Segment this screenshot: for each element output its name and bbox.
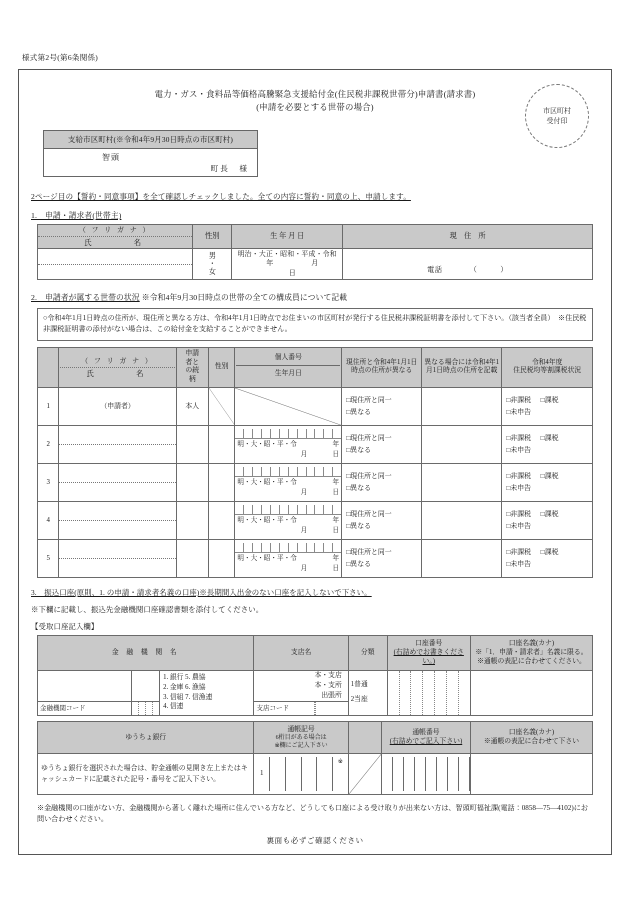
checkbox-undeclared[interactable]: □未申告 xyxy=(506,484,532,492)
member-era-options[interactable]: 明・大・昭・平・令 年 xyxy=(237,555,340,563)
table-header-row xyxy=(38,636,593,671)
member-prev-address-cell[interactable] xyxy=(422,388,502,426)
checkbox-taxable[interactable]: □課税 xyxy=(540,473,559,481)
member-furigana-input[interactable] xyxy=(59,547,175,559)
checkbox-taxable[interactable]: □課税 xyxy=(540,549,559,557)
member-prev-address-cell[interactable] xyxy=(422,464,502,502)
member-name-cell[interactable] xyxy=(59,464,176,502)
table-row xyxy=(38,426,593,464)
member-relation-cell: 本人 xyxy=(176,388,208,426)
checkbox-different-address[interactable]: □異なる xyxy=(346,408,371,416)
mynumber-boxes[interactable] xyxy=(235,467,341,477)
checkbox-undeclared[interactable]: □未申告 xyxy=(506,560,532,568)
passbook-number-cell[interactable] xyxy=(382,753,471,794)
applicant-era-options[interactable]: 明治・大正・昭和・平成・令和 xyxy=(237,250,337,258)
member-gender-cell[interactable] xyxy=(208,540,235,578)
member-name-cell: （申請者） xyxy=(59,388,176,426)
checkbox-same-address[interactable]: □現住所と同一 xyxy=(346,397,392,405)
member-diff-address-cell[interactable] xyxy=(342,426,422,464)
account-number-cell[interactable] xyxy=(387,670,470,715)
checkbox-same-address[interactable]: □現住所と同一 xyxy=(346,511,392,519)
mynumber-boxes[interactable] xyxy=(235,505,341,515)
checkbox-undeclared[interactable]: □未申告 xyxy=(506,408,532,416)
member-relation-cell[interactable] xyxy=(176,540,208,578)
checkbox-taxable[interactable]: □課税 xyxy=(540,511,559,519)
applicant-furigana-input[interactable] xyxy=(38,253,192,265)
tax-status-line1[interactable] xyxy=(506,471,592,482)
section2-heading xyxy=(31,292,601,303)
branch-code-label: 支店コード xyxy=(256,704,289,712)
col-prev-address: 異なる場合には令和4年1月1日時点の住所を記載 xyxy=(422,347,502,387)
branch-cell[interactable] xyxy=(254,670,348,715)
member-furigana-label: （ フ リ ガ ナ ） xyxy=(60,356,174,368)
account-number-note: (右詰めでお書きください。) xyxy=(393,649,464,666)
col-account-type: 分類 xyxy=(348,636,387,671)
member-gender-cell[interactable] xyxy=(208,426,235,464)
checkbox-different-address[interactable]: □異なる xyxy=(346,522,371,530)
account-number-label: 口座番号 xyxy=(415,640,443,648)
member-relation-cell[interactable] xyxy=(176,464,208,502)
col-no xyxy=(38,347,59,387)
col-relation: 申請 者と の続 柄 xyxy=(176,347,208,387)
municipality-box xyxy=(43,130,258,177)
checkbox-different-address[interactable]: □異なる xyxy=(346,484,371,492)
col-bank-name: 金 融 機 関 名 xyxy=(38,636,254,671)
tax-status-line1[interactable] xyxy=(506,547,592,558)
holder-label: 口座名義(カナ) xyxy=(508,640,555,648)
checkbox-undeclared[interactable]: □未申告 xyxy=(506,522,532,530)
member-furigana-input[interactable] xyxy=(59,509,175,521)
member-mynumber-cell[interactable] xyxy=(235,502,342,540)
member-furigana-input[interactable] xyxy=(59,433,175,445)
account-type-futsu[interactable]: 1普通 xyxy=(350,681,368,689)
col-diff-address: 現住所と令和4年1月1日時点の住所が異なる xyxy=(342,347,422,387)
checkbox-same-address[interactable]: □現住所と同一 xyxy=(346,549,392,557)
member-era-options[interactable]: 明・大・昭・平・令 年 xyxy=(237,441,340,449)
checkbox-nontaxable[interactable]: □非課税 xyxy=(506,511,532,519)
member-diff-address-cell[interactable] xyxy=(342,388,422,426)
branch-kind-1[interactable]: 本・支店 xyxy=(314,671,342,679)
tax-status-line1[interactable] xyxy=(506,395,592,406)
member-no: 3 xyxy=(38,464,59,502)
applicant-name-label: 氏 名 xyxy=(84,238,147,248)
member-gender-cell xyxy=(208,388,235,426)
bank-name-cell[interactable] xyxy=(38,670,132,715)
member-name-cell[interactable] xyxy=(59,540,176,578)
applicant-table xyxy=(37,224,593,280)
municipality-mayor: 町長 様 xyxy=(210,164,249,174)
yucho-instruction: ゆうちょ銀行を選択された場合は、貯金通帳の見開き左上またはキャッシュカードに記載された記号・番号をご記入下さい。 xyxy=(38,753,254,794)
col-gender: 性別 xyxy=(208,347,235,387)
passbook-number-label: 通帳番号 xyxy=(412,729,440,737)
col-passbook-number xyxy=(382,721,471,753)
bank-code-label: 金融機関コード xyxy=(38,701,131,715)
member-name-input[interactable] xyxy=(59,559,175,570)
member-no: 1 xyxy=(38,388,59,426)
tax-status-line1[interactable] xyxy=(506,509,592,520)
member-relation-cell[interactable] xyxy=(176,426,208,464)
member-gender-cell[interactable] xyxy=(208,464,235,502)
checkbox-taxable[interactable]: □課税 xyxy=(540,435,559,443)
footer-note: ※金融機関の口座がない方、金融機関から著しく離れた場所に住んでいる方など、どうしても口座による受け取りが出来ない方は、智頭町福祉課(電話：0858—75—4102)にお問い合わせください。 xyxy=(37,803,588,824)
bank-kind-2[interactable]: 2. 金庫 6. 漁協 xyxy=(163,683,206,691)
table-header-row xyxy=(38,225,593,249)
member-furigana-input[interactable] xyxy=(59,471,175,483)
yucho-spacer-cell xyxy=(348,753,381,794)
birth-label: 生年月日 xyxy=(274,369,302,377)
member-birth-md[interactable]: 月 日 xyxy=(300,527,340,535)
bank-kind-list[interactable] xyxy=(160,670,254,715)
applicant-gender-cell[interactable]: 男 ・ 女 xyxy=(193,249,232,280)
table-row xyxy=(38,464,593,502)
passbook-symbol-mark[interactable]: ※ xyxy=(337,758,343,765)
applicant-furigana-label: （ フ リ ガ ナ ） xyxy=(38,225,192,237)
member-birth-md[interactable]: 月 日 xyxy=(300,565,340,573)
member-mynumber-cell xyxy=(235,388,342,426)
reception-stamp-circle xyxy=(525,84,589,148)
member-relation-cell[interactable] xyxy=(176,502,208,540)
yucho-table xyxy=(37,721,593,795)
table-row xyxy=(38,388,593,426)
col-yucho-holder xyxy=(470,721,592,753)
form-number: 様式第2号(第6条関係) xyxy=(22,53,99,62)
mynumber-label: 個人番号 xyxy=(236,352,340,366)
member-name-cell[interactable] xyxy=(59,502,176,540)
bank-code-cell[interactable] xyxy=(132,670,160,715)
pledge-statement: 2ページ目の【誓約・同意事項】を全て確認しチェックしました。全ての内容に誓約・同意の上、申請します。 xyxy=(31,192,411,202)
table-header-row xyxy=(38,721,593,753)
member-mynumber-cell[interactable] xyxy=(235,464,342,502)
applicant-birth-cell[interactable] xyxy=(232,249,372,280)
checkbox-nontaxable[interactable]: □非課税 xyxy=(506,473,532,481)
page-title xyxy=(29,88,601,114)
branch-kind-2[interactable]: 本・支所 xyxy=(314,681,342,689)
yucho-holder-cell[interactable] xyxy=(470,753,592,794)
bank-code-boxes[interactable] xyxy=(132,701,159,715)
municipality-body xyxy=(44,149,257,176)
yucho-holder-note: ※通帳の表記に合わせて下さい xyxy=(483,738,580,746)
section2-note: ○令和4年1月1日時点の住所が、現住所と異なる方は、令和4年1月1日時点でお住まいの市区町村が発行する住民税非課税証明書を添付して下さい。（該当者全員） ※住民税非課税証明書の添付がない場合は、この給付金を支給することができません。 xyxy=(37,308,593,341)
form-outer-frame xyxy=(18,69,612,855)
member-tax-status-cell[interactable] xyxy=(502,426,593,464)
yucho-input-row xyxy=(38,753,593,794)
col-passbook-symbol xyxy=(254,721,348,753)
checkbox-nontaxable[interactable]: □非課税 xyxy=(506,435,532,443)
section3-subheading: 【受取口座記入欄】 xyxy=(31,622,99,632)
checkbox-same-address[interactable]: □現住所と同一 xyxy=(346,473,392,481)
bank-kind-4[interactable]: 4. 信連 xyxy=(163,703,184,711)
member-prev-address-cell[interactable] xyxy=(422,426,502,464)
section2-heading-text: 2. 申請者が属する世帯の状況 xyxy=(31,293,140,303)
applicant-row xyxy=(38,249,593,280)
section2-heading-note: ※令和4年9月30日時点の世帯の全ての構成員について記載 xyxy=(141,293,348,303)
member-name-label: 氏 名 xyxy=(86,368,149,378)
bank-kind-1[interactable]: 1. 銀行 5. 農協 xyxy=(163,673,206,681)
col-account-number xyxy=(387,636,470,671)
passbook-symbol-first[interactable]: 1 xyxy=(254,757,270,791)
member-no: 5 xyxy=(38,540,59,578)
member-tax-status-cell[interactable] xyxy=(502,388,593,426)
col-gender: 性別 xyxy=(193,225,232,249)
member-era-options[interactable]: 明・大・昭・平・令 年 xyxy=(237,479,340,487)
mynumber-boxes[interactable] xyxy=(235,543,341,553)
bank-input-row xyxy=(38,670,593,715)
branch-code-boxes[interactable] xyxy=(314,702,348,715)
bank-kind-3[interactable]: 3. 信組 7. 信漁連 xyxy=(163,693,213,701)
member-diff-address-cell[interactable] xyxy=(342,540,422,578)
member-name-input[interactable] xyxy=(59,483,175,494)
passbook-symbol-cell[interactable] xyxy=(254,753,348,794)
member-prev-address-cell[interactable] xyxy=(422,540,502,578)
applicant-name-cell[interactable] xyxy=(38,249,193,280)
col-account-holder xyxy=(470,636,592,671)
municipality-header: 支給市区町村(※令和4年9月30日時点の市区町村) xyxy=(44,131,257,149)
account-type-cell[interactable] xyxy=(348,670,387,715)
passbook-symbol-label: 通帳記号 xyxy=(287,725,315,733)
bank-account-table xyxy=(37,635,593,716)
branch-kind-3[interactable]: 出張所 xyxy=(321,691,342,699)
member-name-cell[interactable] xyxy=(59,426,176,464)
table-header-row xyxy=(38,347,593,387)
col-address: 現 住 所 xyxy=(343,225,593,249)
member-era-options[interactable]: 明・大・昭・平・令 年 xyxy=(237,517,340,525)
holder-note2: ※通帳の表記に合わせてください。 xyxy=(477,658,586,666)
stamp-line1: 市区町村 xyxy=(543,106,571,115)
applicant-name-input[interactable] xyxy=(38,265,192,276)
member-tax-status-cell[interactable] xyxy=(502,464,593,502)
stamp-line2: 受付印 xyxy=(546,117,568,125)
member-name-input[interactable] xyxy=(59,445,175,456)
title-main: 電力・ガス・食料品等価格高騰緊急支援給付金(住民税非課税世帯分)申請書(請求書) xyxy=(154,90,476,99)
col-spacer xyxy=(348,721,381,753)
holder-note1: ※「1．申請・請求者」名義に限る。 xyxy=(475,649,588,657)
passbook-symbol-note: 6桁目がある場合は ※欄にご記入下さい xyxy=(274,734,328,749)
checkbox-taxable[interactable]: □課税 xyxy=(540,397,559,405)
member-gender-cell[interactable] xyxy=(208,502,235,540)
municipality-town: 智頭 xyxy=(102,153,120,163)
section1-heading: 1. 申請・請求者(世帯主) xyxy=(31,211,122,221)
household-table xyxy=(37,347,593,578)
bottom-text: 裏面も必ずご確認ください xyxy=(266,835,364,845)
applicant-tel[interactable]: 電話 （ ） xyxy=(427,265,509,274)
member-prev-address-cell[interactable] xyxy=(422,502,502,540)
member-tax-status-cell[interactable] xyxy=(502,502,593,540)
member-birth-md[interactable]: 月 日 xyxy=(300,489,340,497)
col-birth: 生 年 月 日 xyxy=(232,225,343,249)
tax-status-line1[interactable] xyxy=(506,433,592,444)
member-no: 2 xyxy=(38,426,59,464)
member-mynumber-cell[interactable] xyxy=(235,426,342,464)
col-yucho-bank: ゆうちょ銀行 xyxy=(38,721,254,753)
member-tax-status-cell[interactable] xyxy=(502,540,593,578)
mynumber-boxes[interactable] xyxy=(235,429,341,439)
section3-note: ※下欄に記載し、振込先金融機関口座確認書類を添付してください。 xyxy=(31,605,264,615)
yucho-holder-label: 口座名義(カナ) xyxy=(508,729,555,737)
table-row xyxy=(38,502,593,540)
applicant-address-cell[interactable] xyxy=(343,249,593,280)
member-diff-address-cell[interactable] xyxy=(342,464,422,502)
checkbox-undeclared[interactable]: □未申告 xyxy=(506,446,532,454)
checkbox-nontaxable[interactable]: □非課税 xyxy=(506,549,532,557)
table-row xyxy=(38,540,593,578)
col-branch-name: 支店名 xyxy=(254,636,348,671)
member-mynumber-cell[interactable] xyxy=(235,540,342,578)
checkbox-same-address[interactable]: □現住所と同一 xyxy=(346,435,392,443)
member-diff-address-cell[interactable] xyxy=(342,502,422,540)
member-name-input[interactable] xyxy=(59,521,175,532)
col-tax-status: 令和4年度 住民税均等割課税状況 xyxy=(502,347,593,387)
col-mynumber xyxy=(235,347,342,387)
account-holder-cell[interactable] xyxy=(470,670,592,715)
member-birth-md[interactable]: 月 日 xyxy=(300,451,340,459)
passbook-number-note: (右詰めでご記入下さい) xyxy=(389,738,463,746)
col-name xyxy=(59,347,176,387)
section3-heading: 3. 振込口座(原則、1. の申請・請求者名義の口座)※長期間入出金のない口座を記入しないで下さい。 xyxy=(31,588,372,598)
applicant-birth-ymd[interactable]: 年 月 日 xyxy=(266,259,372,277)
account-type-touza[interactable]: 2当座 xyxy=(350,695,368,703)
col-name xyxy=(38,225,193,249)
checkbox-nontaxable[interactable]: □非課税 xyxy=(506,397,532,405)
checkbox-different-address[interactable]: □異なる xyxy=(346,560,371,568)
title-subtitle: (申請を必要とする世帯の場合) xyxy=(256,103,374,113)
checkbox-different-address[interactable]: □異なる xyxy=(346,446,371,454)
member-no: 4 xyxy=(38,502,59,540)
